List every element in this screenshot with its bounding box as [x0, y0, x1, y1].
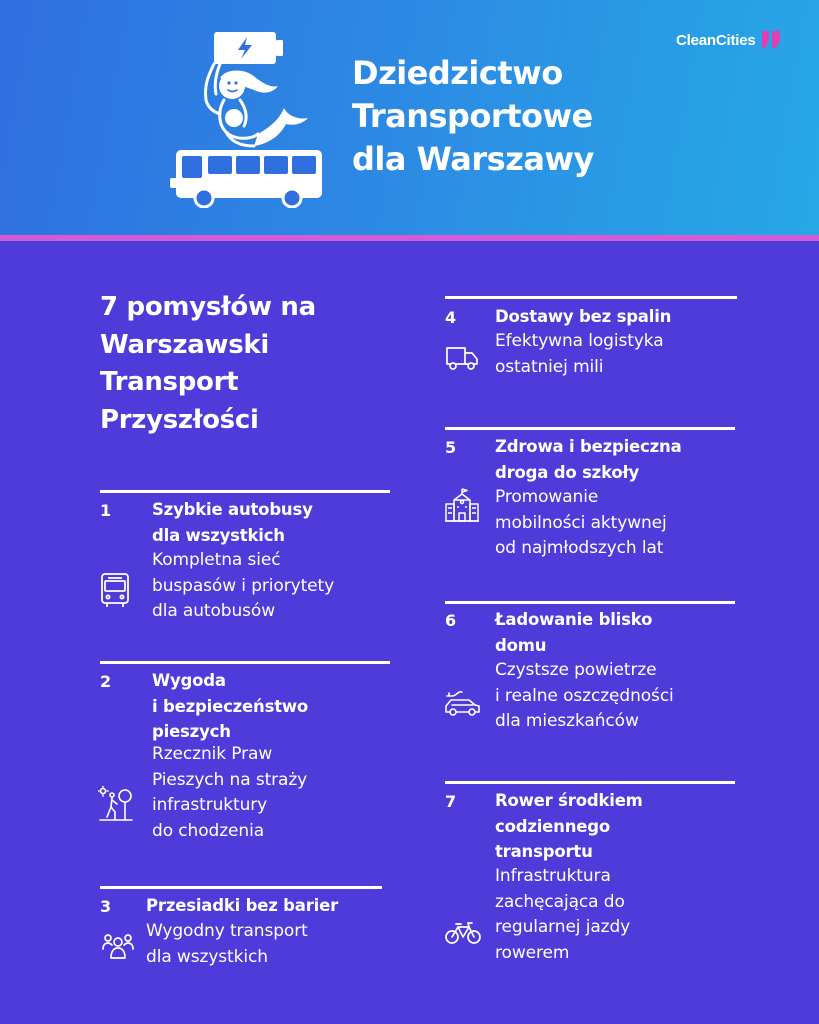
pedestrian-icon	[98, 786, 134, 822]
item-title: Rower środkiem codziennego transportu	[495, 791, 643, 861]
item-number: 5	[445, 438, 457, 457]
bicycle-icon	[444, 920, 482, 946]
school-building-icon	[444, 488, 480, 524]
divider	[100, 886, 382, 889]
people-group-icon	[102, 932, 134, 962]
item-title: Ładowanie blisko domu	[495, 610, 653, 655]
item-title: Zdrowa i bezpieczna droga do szkoły	[495, 437, 682, 482]
title-line: dla Warszawy	[352, 140, 594, 178]
electric-car-icon	[443, 690, 481, 718]
section-title-line: Przyszłości	[100, 404, 259, 435]
item-number: 2	[100, 672, 112, 691]
divider	[100, 661, 390, 664]
item-description: Czystsze powietrze i realne oszczędności dla mieszkańców	[495, 660, 674, 731]
item-title: Przesiadki bez barier	[146, 896, 339, 915]
brand-name: CleanCities	[676, 31, 756, 49]
divider	[445, 296, 737, 299]
divider	[100, 490, 390, 493]
delivery-truck-icon	[445, 344, 479, 372]
divider	[445, 601, 735, 604]
item-description: Rzecznik Praw Pieszych na straży infrastruktury do chodzenia	[152, 744, 308, 841]
item-description: Efektywna logistyka ostatniej mili	[495, 331, 664, 377]
divider	[445, 427, 735, 430]
section-title	[100, 289, 400, 439]
item-number: 3	[100, 897, 112, 916]
item-title: Wygoda i bezpieczeństwo pieszych	[152, 671, 309, 741]
brand-logo	[676, 27, 782, 53]
section-title-line: Transport	[100, 367, 239, 397]
item-number: 1	[100, 501, 112, 520]
mermaid-battery-bus-icon	[168, 28, 328, 208]
item-number: 6	[445, 611, 457, 630]
item-description: Kompletna sieć buspasów i priorytety dla autobusów	[152, 550, 335, 621]
section-title-line: 7 pomysłów na	[100, 292, 316, 322]
item-description: Infrastruktura zachęcająca do regularnej jazdy rowerem	[495, 866, 631, 963]
item-number: 4	[445, 308, 457, 327]
bus-front-icon	[99, 572, 131, 608]
page-title	[352, 52, 672, 181]
item-description: Promowanie mobilności aktywnej od najmłodszych lat	[495, 487, 667, 558]
divider	[445, 781, 735, 784]
item-number: 7	[445, 792, 457, 811]
brand-mark-icon	[760, 29, 782, 51]
item-title: Dostawy bez spalin	[495, 307, 672, 326]
item-description: Wygodny transport dla wszystkich	[146, 921, 308, 967]
title-line: Dziedzictwo	[352, 54, 563, 92]
title-line: Transportowe	[352, 97, 593, 135]
item-title: Szybkie autobusy dla wszystkich	[152, 500, 313, 545]
section-title-line: Warszawski	[100, 329, 269, 360]
